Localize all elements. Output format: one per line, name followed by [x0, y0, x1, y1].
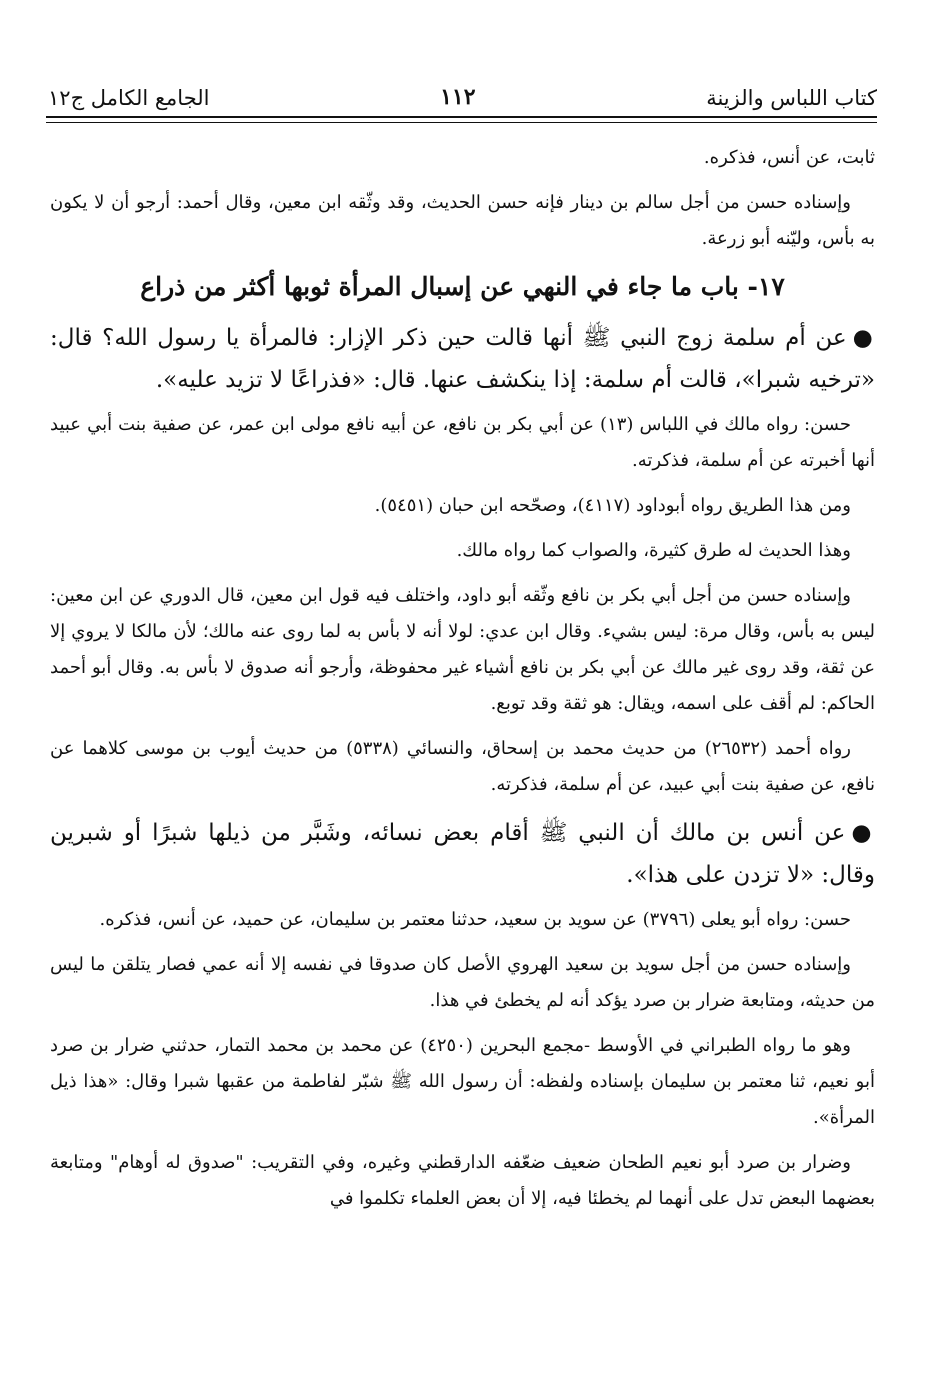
hadith-text — [50, 317, 875, 401]
hadith-body: عن أم سلمة زوج النبي ﷺ أنها قالت حين ذكر الإزار: فالمرأة يا رسول الله؟ قال: «ترخيه شبرا»، قالت أم سلمة: إذا ينكشف عنها. قال: «فذراعًا لا تزيد عليه». — [50, 325, 875, 393]
bullet-icon: ● — [852, 324, 875, 351]
page-body — [50, 140, 875, 1226]
page-number: ١١٢ — [440, 84, 476, 110]
paragraph-isnad-note: وإسناده حسن من أجل سالم بن دينار فإنه حسن الحديث، وقد وثّقه ابن معين، وقال أحمد: أرجو أن لا يكون به بأس، وليّنه أبو زرعة. — [50, 192, 875, 249]
header-rule-thin — [46, 122, 877, 123]
commentary-paragraph: ومن هذا الطريق رواه أبوداود (٤١١٧)، وصحّحه ابن حبان (٥٤٥١). — [374, 495, 851, 516]
hadith-text — [50, 812, 875, 896]
commentary-paragraph: وإسناده حسن من أجل أبي بكر بن نافع وثّقه أبو داود، واختلف فيه قول ابن معين، قال الدوري عن ابن معين: ليس به بأس، وقال مرة: ليس بشيء. وقال ابن عدي: لولا أنه لا بأس به لما روى عنه مالك؛ لأن مالكا لا يروي إلا عن ثقة، وقد روى غير مالك عن أبي بكر بن نافع أشياء غير محفوظة، وأرجو أنه صدوق لا بأس به. وقال أبو أحمد الحاكم: لم أقف على اسمه، ويقال: هو ثقة وقد توبع. — [50, 585, 875, 714]
book-title: كتاب اللباس والزينة — [706, 86, 877, 110]
running-header — [48, 70, 877, 110]
commentary-paragraph: حسن: رواه مالك في اللباس (١٣) عن أبي بكر بن نافع، عن أبيه نافع مولى ابن عمر، عن صفية بنت أبي عبيد أنها أخبرته عن أم سلمة، فذكرته. — [50, 414, 875, 471]
series-title: الجامع الكامل ج١٢ — [48, 86, 210, 110]
bullet-icon: ● — [851, 819, 875, 846]
commentary-paragraph: وهذا الحديث له طرق كثيرة، والصواب كما رواه مالك. — [456, 540, 851, 561]
hadith-body: عن أنس بن مالك أن النبي ﷺ أقام بعض نسائه، وشَبَّر من ذيلها شبرًا أو شبرين وقال: «لا تزدن على هذا». — [50, 820, 875, 888]
paragraph-continuation: ثابت، عن أنس، فذكره. — [703, 147, 875, 168]
chapter-heading: ١٧- باب ما جاء في النهي عن إسبال المرأة ثوبها أكثر من ذراع — [140, 272, 785, 301]
commentary-paragraph: وإسناده حسن من أجل سويد بن سعيد الهروي الأصل كان صدوقا في نفسه إلا أنه عمي فصار يتلقن ما ليس من حديثه، ومتابعة ضرار بن صرد يؤكد أنه لم يخطئ في هذا. — [50, 954, 875, 1011]
commentary-paragraph: وضرار بن صرد أبو نعيم الطحان ضعيف ضعّفه الدارقطني وغيره، وفي التقريب: "صدوق له أوهام" ومتابعة بعضهما البعض تدل على أنهما لم يخطئا فيه، إلا أن بعض العلماء تكلموا في — [50, 1152, 875, 1209]
commentary-paragraph: حسن: رواه أبو يعلى (٣٧٩٦) عن سويد بن سعيد، حدثنا معتمر بن سليمان، عن حميد، عن أنس، فذكره. — [99, 909, 851, 930]
header-rule-thick — [46, 116, 877, 118]
commentary-paragraph: رواه أحمد (٢٦٥٣٢) من حديث محمد بن إسحاق، والنسائي (٥٣٣٨) من حديث أيوب بن موسى كلاهما عن نافع، عن صفية بنت أبي عبيد، عن أم سلمة، فذكرته. — [50, 738, 875, 795]
commentary-paragraph: وهو ما رواه الطبراني في الأوسط -مجمع البحرين (٤٢٥٠) عن محمد بن محمد التمار، حدثني ضرار بن صرد أبو نعيم، ثنا معتمر بن سليمان بإسناده ولفظه: أن رسول الله ﷺ شبّر لفاطمة من عقبها شبرا وقال: «هذا ذيل المرأة». — [50, 1035, 875, 1128]
